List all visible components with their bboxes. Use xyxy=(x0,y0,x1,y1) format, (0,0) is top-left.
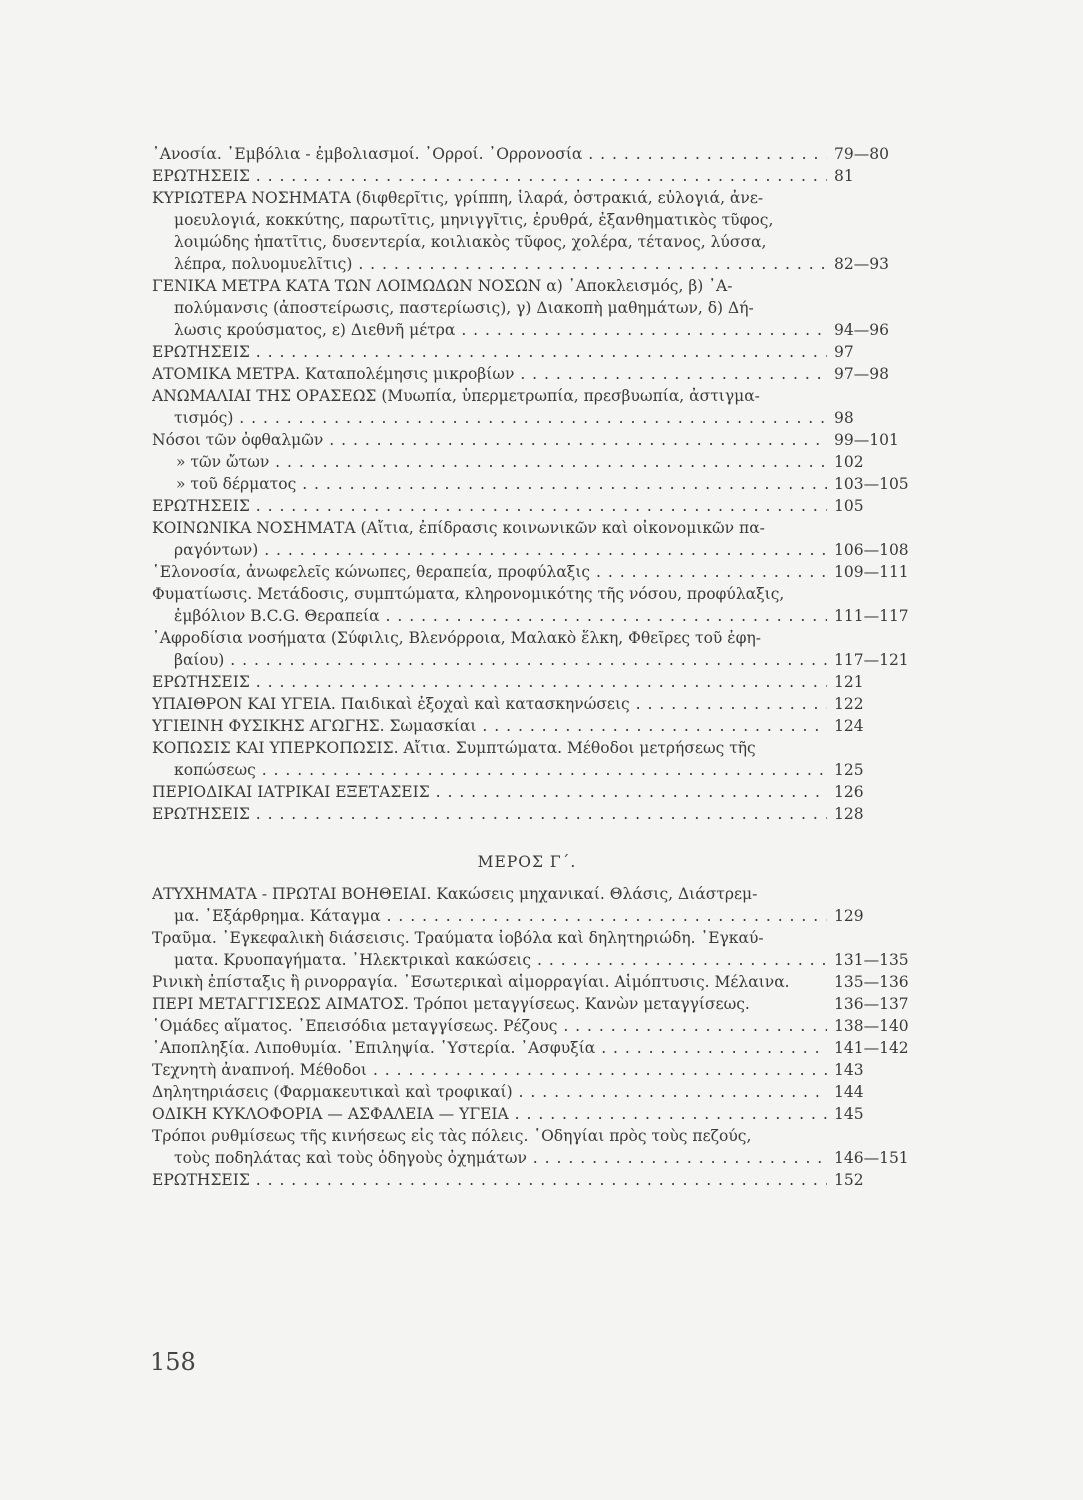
toc-entry-line: βαίου) . . . xyxy=(152,649,827,671)
toc-entry-pages: 94—96 xyxy=(834,321,889,339)
toc-entry xyxy=(152,583,922,627)
toc-entry-line: Νόσοι τῶν ὀφθαλμῶν . . . xyxy=(152,429,827,451)
toc-entry-line: Δηλητηριάσεις (Φαρμακευτικαὶ καὶ τροφικαί) . . . xyxy=(152,1081,827,1103)
toc-entry xyxy=(152,429,922,451)
toc-entry xyxy=(152,275,922,341)
toc-entry xyxy=(152,737,922,781)
toc-entry xyxy=(152,561,922,583)
toc-entry xyxy=(152,971,922,993)
toc-entry-line: ΓΕΝΙΚΑ ΜΕΤΡΑ ΚΑΤΑ ΤΩΝ ΛΟΙΜΩΔΩΝ ΝΟΣΩΝ α) ᾿Αποκλεισμός, β) ᾿Α- xyxy=(152,277,733,295)
toc-entry-line: ΚΟΙΝΩΝΙΚΑ ΝΟΣΗΜΑΤΑ (Αἴτια, ἐπίδρασις κοινωνικῶν καὶ οἰκονομικῶν πα- xyxy=(152,519,765,537)
toc-entry-title xyxy=(152,1059,922,1081)
toc-entry-line: ΕΡΩΤΗΣΕΙΣ . . . xyxy=(152,495,827,517)
toc-entry-line: ἐμβόλιον B.C.G. Θεραπεία . . . xyxy=(152,605,827,627)
toc-entry-line: Τρόποι ρυθμίσεως τῆς κινήσεως εἰς τὰς πόλεις. ῾Οδηγίαι πρὸς τοὺς πεζούς, xyxy=(152,1127,752,1145)
toc-entry-title xyxy=(152,1169,922,1191)
toc-entry-line: ῾Ελονοσία, ἀνωφελεῖς κώνωπες, θεραπεία, προφύλαξις . . . xyxy=(152,561,827,583)
toc-entry xyxy=(152,627,922,671)
toc-entry-pages: 99—101 xyxy=(834,431,899,449)
toc-entry-title xyxy=(152,993,922,1015)
toc-entry-pages: 121 xyxy=(834,673,864,691)
toc-entry-line: ΕΡΩΤΗΣΕΙΣ . . . xyxy=(152,671,827,693)
toc-entry-line: ΑΤΟΜΙΚΑ ΜΕΤΡΑ. Καταπολέμησις μικροβίων . . . xyxy=(152,363,827,385)
toc-entry-pages: 138—140 xyxy=(834,1017,909,1035)
toc-entry-line: ΕΡΩΤΗΣΕΙΣ . . . xyxy=(152,165,827,187)
toc-entry-title xyxy=(152,803,922,825)
toc-entry-title xyxy=(152,1125,922,1169)
toc-entry-pages: 109—111 xyxy=(834,563,909,581)
toc-entry xyxy=(152,1015,922,1037)
toc-entry-title xyxy=(152,627,922,671)
toc-entry xyxy=(152,883,922,927)
toc-entry xyxy=(152,1037,922,1059)
toc-entry-title xyxy=(152,927,922,971)
toc-entry-pages: 97 xyxy=(834,343,854,361)
toc-entry-line: ΥΠΑΙΘΡΟΝ ΚΑΙ ΥΓΕΙΑ. Παιδικαὶ ἐξοχαὶ καὶ κατασκηνώσεις . . . xyxy=(152,693,827,715)
toc-entry-title xyxy=(152,341,922,363)
toc-entry xyxy=(152,363,922,385)
toc-entry-title xyxy=(152,187,922,275)
toc-entry-pages: 144 xyxy=(834,1083,864,1101)
toc-entry-title xyxy=(152,165,922,187)
toc-entry-pages: 79—80 xyxy=(834,145,889,163)
toc-entry-pages: 136—137 xyxy=(834,995,909,1013)
toc-entry-title xyxy=(152,715,922,737)
toc-entry-line: ραγόντων) . . . xyxy=(152,539,827,561)
toc-entry-title xyxy=(152,1081,922,1103)
toc-entry xyxy=(152,803,922,825)
toc-entry-title xyxy=(152,143,922,165)
toc-entry-title xyxy=(152,473,922,495)
toc-entry-line: ῾Ομάδες αἵματος. ᾿Επεισόδια μεταγγίσεως. Ρέζους . . . xyxy=(152,1015,827,1037)
toc-entry-pages: 105 xyxy=(834,497,864,515)
toc-entry-title xyxy=(152,495,922,517)
toc-entry xyxy=(152,495,922,517)
toc-entry xyxy=(152,781,922,803)
toc-entry-line: μα. ᾿Εξάρθρημα. Κάταγμα . . . xyxy=(152,905,827,927)
toc-entry-line: Φυματίωσις. Μετάδοσις, συμπτώματα, κληρονομικότης τῆς νόσου, προφύλαξις, xyxy=(152,585,785,603)
toc-entry-pages: 135—136 xyxy=(834,973,909,991)
toc-entry-line: ΕΡΩΤΗΣΕΙΣ . . . xyxy=(152,803,827,825)
toc-entry-pages: 82—93 xyxy=(834,255,889,273)
toc-entry-title xyxy=(152,1037,922,1059)
toc-entry-line: ΠΕΡΙ ΜΕΤΑΓΓΙΣΕΩΣ ΑΙΜΑΤΟΣ. Τρόποι μεταγγίσεως. Κανὼν μεταγγίσεως. xyxy=(152,995,750,1013)
toc-entry-line: λέπρα, πολυομυελῖτις) . . . xyxy=(152,253,827,275)
toc-entry-pages: 152 xyxy=(834,1171,864,1189)
toc-entry xyxy=(152,473,922,495)
toc-entry-pages: 81 xyxy=(834,167,854,185)
toc-entry xyxy=(152,1125,922,1169)
toc-entry-pages: 98 xyxy=(834,409,854,427)
toc-entry-line: » τοῦ δέρματος . . . xyxy=(152,473,827,495)
toc-entry-pages: 145 xyxy=(834,1105,864,1123)
toc-entry xyxy=(152,693,922,715)
toc-entry xyxy=(152,1103,922,1125)
toc-entry xyxy=(152,517,922,561)
toc-entry xyxy=(152,671,922,693)
toc-entry xyxy=(152,165,922,187)
toc-entry-line: ματα. Κρυοπαγήματα. ᾿Ηλεκτρικαὶ κακώσεις . . . xyxy=(152,949,827,971)
toc-entry-title xyxy=(152,781,922,803)
toc-entry-line: μοευλογιά, κοκκύτης, παρωτῖτις, μηνιγγῖτις, ἐρυθρά, ἐξανθηματικὸς τῦφος, xyxy=(174,211,774,229)
toc-entry-pages: 128 xyxy=(834,805,864,823)
toc-entry-title xyxy=(152,671,922,693)
toc-entry-line: Τεχνητὴ ἀναπνοή. Μέθοδοι . . . xyxy=(152,1059,827,1081)
toc-entry-line: λωσις κρούσματος, ε) Διεθνῆ μέτρα . . . xyxy=(152,319,827,341)
toc-entry-line: Ρινικὴ ἐπίσταξις ἢ ρινορραγία. ᾿Εσωτερικαὶ αἱμορραγίαι. Αἱμόπτυσις. Μέλαινα. xyxy=(152,973,790,991)
toc-entry-line: » τῶν ὤτων . . . xyxy=(152,451,827,473)
page-number: 158 xyxy=(150,1348,196,1376)
toc-entry-pages: 111—117 xyxy=(834,607,909,625)
toc-entry-title xyxy=(152,429,922,451)
toc-entry-line: Τραῦμα. ᾿Εγκεφαλικὴ διάσεισις. Τραύματα ἰοβόλα καὶ δηλητηριώδη. ᾿Εγκαύ- xyxy=(152,929,764,947)
toc-entry-pages: 143 xyxy=(834,1061,864,1079)
toc-entry-line: ᾿Αφροδίσια νοσήματα (Σύφιλις, Βλενόρροια, Μαλακὸ ἕλκη, Φθεῖρες τοῦ ἐφη- xyxy=(152,629,761,647)
toc-entry-line: ΕΡΩΤΗΣΕΙΣ . . . xyxy=(152,1169,827,1191)
toc-part-c xyxy=(152,883,922,1191)
toc-entry-line: ΠΕΡΙΟΔΙΚΑΙ ΙΑΤΡΙΚΑΙ ΕΞΕΤΑΣΕΙΣ . . . xyxy=(152,781,827,803)
toc-entry-line: λοιμώδης ἡπατῖτις, δυσεντερία, κοιλιακὸς τῦφος, χολέρα, τέτανος, λύσσα, xyxy=(174,233,767,251)
toc-entry-line: ᾿Αποπληξία. Λιποθυμία. ᾿Επιληψία. ῾Υστερία. ᾿Ασφυξία . . . xyxy=(152,1037,827,1059)
toc-entry xyxy=(152,385,922,429)
toc-entry xyxy=(152,927,922,971)
toc-entry-title xyxy=(152,583,922,627)
toc-entry-title xyxy=(152,1015,922,1037)
toc-entry-line: τισμός) . . . xyxy=(152,407,827,429)
toc-entry-pages: 124 xyxy=(834,717,864,735)
toc-entry-line: κοπώσεως . . . xyxy=(152,759,827,781)
toc-entry-pages: 131—135 xyxy=(834,951,909,969)
toc-entry-title xyxy=(152,363,922,385)
toc-entry-title xyxy=(152,971,922,993)
toc-entry-pages: 122 xyxy=(834,695,864,713)
toc-entry-line: ΥΓΙΕΙΝΗ ΦΥΣΙΚΗΣ ΑΓΩΓΗΣ. Σωμασκίαι . . . xyxy=(152,715,827,737)
toc-entry-pages: 125 xyxy=(834,761,864,779)
toc-entry-title xyxy=(152,451,922,473)
toc-entry-pages: 97—98 xyxy=(834,365,889,383)
toc-entry xyxy=(152,341,922,363)
table-of-contents xyxy=(152,143,922,1191)
toc-entry xyxy=(152,451,922,473)
toc-entry-title xyxy=(152,737,922,781)
toc-entry-line: τοὺς ποδηλάτας καὶ τοὺς ὁδηγοὺς ὀχημάτων . . . xyxy=(152,1147,827,1169)
toc-entry-line: ΚΥΡΙΩΤΕΡΑ ΝΟΣΗΜΑΤΑ (διφθερῖτις, γρίππη, ἱλαρά, ὀστρακιά, εὐλογιά, ἀνε- xyxy=(152,189,764,207)
toc-entry-pages: 129 xyxy=(834,907,864,925)
toc-entry xyxy=(152,1059,922,1081)
toc-entry-line: ΟΔΙΚΗ ΚΥΚΛΟΦΟΡΙΑ — ΑΣΦΑΛΕΙΑ — ΥΓΕΙΑ . . . xyxy=(152,1103,827,1125)
toc-entry xyxy=(152,715,922,737)
toc-entry-line: πολύμανσις (ἀποστείρωσις, παστερίωσις), γ) Διακοπὴ μαθημάτων, δ) Δή- xyxy=(174,299,754,317)
toc-entry-line: ΕΡΩΤΗΣΕΙΣ . . . xyxy=(152,341,827,363)
toc-entry-line: ΑΝΩΜΑΛΙΑΙ ΤΗΣ ΟΡΑΣΕΩΣ (Μυωπία, ὑπερμετρωπία, πρεσβυωπία, ἀστιγμα- xyxy=(152,387,760,405)
toc-part-b xyxy=(152,143,922,825)
toc-entry xyxy=(152,187,922,275)
toc-entry-title xyxy=(152,561,922,583)
toc-entry-line: ΚΟΠΩΣΙΣ ΚΑΙ ΥΠΕΡΚΟΠΩΣΙΣ. Αἴτια. Συμπτώματα. Μέθοδοι μετρήσεως τῆς xyxy=(152,739,756,757)
toc-entry xyxy=(152,1169,922,1191)
toc-entry xyxy=(152,143,922,165)
toc-entry-pages: 146—151 xyxy=(834,1149,909,1167)
toc-entry-pages: 102 xyxy=(834,453,864,471)
toc-entry xyxy=(152,1081,922,1103)
toc-entry-pages: 117—121 xyxy=(834,651,909,669)
toc-entry-title xyxy=(152,1103,922,1125)
toc-entry-pages: 106—108 xyxy=(834,541,909,559)
toc-entry-pages: 141—142 xyxy=(834,1039,909,1057)
toc-entry-line: ᾿Ανοσία. ᾿Εμβόλια - ἐμβολιασμοί. ᾿Ορροί. ᾿Ορρονοσία . . . xyxy=(152,143,827,165)
toc-entry-title xyxy=(152,693,922,715)
toc-entry-line: ΑΤΥΧΗΜΑΤΑ - ΠΡΩΤΑΙ ΒΟΗΘΕΙΑΙ. Κακώσεις μηχανικαί. Θλάσις, Διάστρεμ- xyxy=(152,885,758,903)
toc-entry-pages: 103—105 xyxy=(834,475,909,493)
section-title: ΜΕΡΟΣ Γ΄. xyxy=(477,853,577,871)
toc-entry-title xyxy=(152,385,922,429)
toc-entry-title xyxy=(152,517,922,561)
toc-entry-pages: 126 xyxy=(834,783,864,801)
toc-entry-title xyxy=(152,275,922,341)
toc-entry xyxy=(152,993,922,1015)
toc-entry-title xyxy=(152,883,922,927)
